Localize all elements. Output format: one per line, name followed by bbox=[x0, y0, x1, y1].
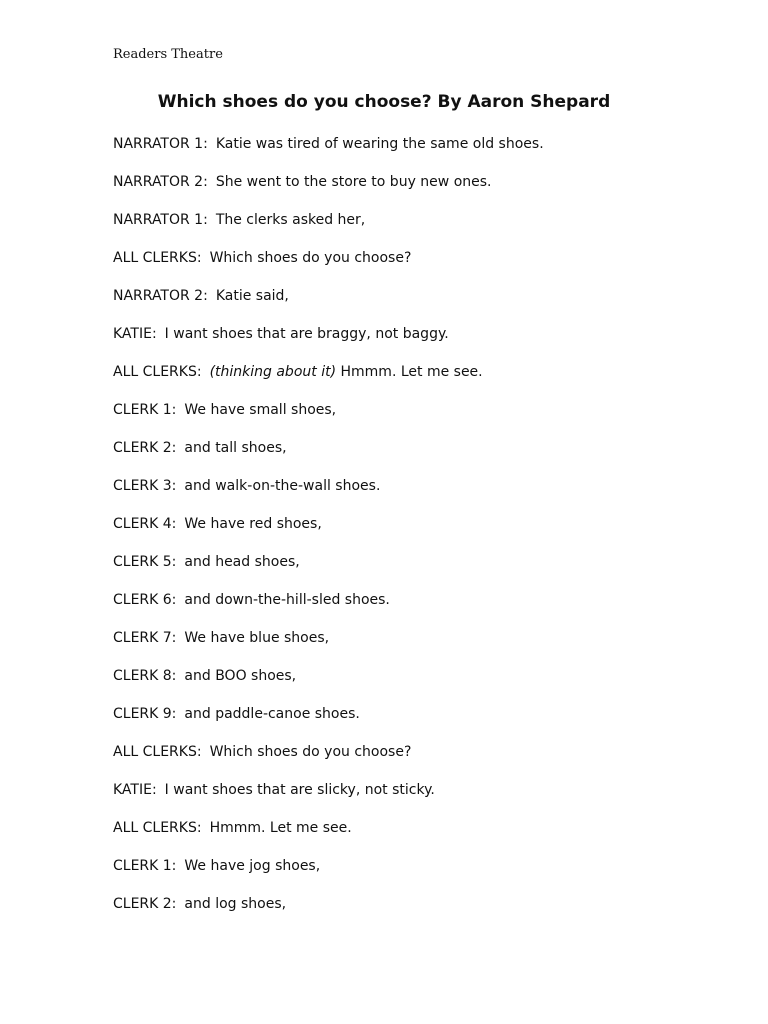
script-line bbox=[113, 742, 733, 780]
script-line bbox=[113, 894, 733, 932]
script-line bbox=[113, 476, 733, 514]
script-line bbox=[113, 210, 733, 248]
dialogue-text: We have small shoes, bbox=[184, 402, 337, 418]
script-line bbox=[113, 818, 733, 856]
script-line bbox=[113, 400, 733, 438]
speaker-label: NARRATOR 2: bbox=[113, 288, 208, 304]
script-line bbox=[113, 362, 733, 400]
dialogue-text: We have red shoes, bbox=[184, 516, 322, 532]
dialogue-text: and log shoes, bbox=[184, 896, 287, 912]
speaker-label: NARRATOR 1: bbox=[113, 136, 208, 152]
page-header: Readers Theatre bbox=[113, 47, 223, 62]
speaker-label: CLERK 1: bbox=[113, 858, 177, 874]
speaker-label: CLERK 8: bbox=[113, 668, 177, 684]
dialogue-text: I want shoes that are braggy, not baggy. bbox=[164, 326, 449, 342]
dialogue-text: Hmmm. Let me see. bbox=[209, 820, 352, 836]
script-line bbox=[113, 666, 733, 704]
speaker-label: CLERK 2: bbox=[113, 440, 177, 456]
dialogue-text: and walk-on-the-wall shoes. bbox=[184, 478, 381, 494]
script-line bbox=[113, 552, 733, 590]
script-line bbox=[113, 438, 733, 476]
dialogue-text: We have blue shoes, bbox=[184, 630, 330, 646]
dialogue-text: and head shoes, bbox=[184, 554, 300, 570]
script-line bbox=[113, 172, 733, 210]
script-line bbox=[113, 628, 733, 666]
dialogue-text: She went to the store to buy new ones. bbox=[215, 174, 492, 190]
speaker-label: CLERK 7: bbox=[113, 630, 177, 646]
speaker-label: CLERK 9: bbox=[113, 706, 177, 722]
script-line bbox=[113, 704, 733, 742]
dialogue-text: Hmmm. Let me see. bbox=[340, 364, 483, 380]
script-line bbox=[113, 514, 733, 552]
document-title: Which shoes do you choose? By Aaron Shepard bbox=[157, 92, 611, 112]
script-lines bbox=[113, 134, 733, 932]
dialogue-text: The clerks asked her, bbox=[215, 212, 366, 228]
dialogue-text: Which shoes do you choose? bbox=[209, 744, 412, 760]
speaker-label: CLERK 1: bbox=[113, 402, 177, 418]
speaker-label: CLERK 6: bbox=[113, 592, 177, 608]
script-line bbox=[113, 134, 733, 172]
speaker-label: NARRATOR 2: bbox=[113, 174, 208, 190]
script-line bbox=[113, 324, 733, 362]
speaker-label: ALL CLERKS: bbox=[113, 364, 202, 380]
script-line bbox=[113, 856, 733, 894]
stage-direction: (thinking about it) bbox=[209, 364, 337, 380]
speaker-label: NARRATOR 1: bbox=[113, 212, 208, 228]
speaker-label: ALL CLERKS: bbox=[113, 820, 202, 836]
speaker-label: ALL CLERKS: bbox=[113, 250, 202, 266]
script-line bbox=[113, 286, 733, 324]
speaker-label: CLERK 4: bbox=[113, 516, 177, 532]
dialogue-text: Katie was tired of wearing the same old shoes. bbox=[215, 136, 544, 152]
script-line bbox=[113, 248, 733, 286]
dialogue-text: and paddle-canoe shoes. bbox=[184, 706, 360, 722]
speaker-label: KATIE: bbox=[113, 782, 157, 798]
script-line bbox=[113, 590, 733, 628]
script-line bbox=[113, 780, 733, 818]
dialogue-text: Which shoes do you choose? bbox=[209, 250, 412, 266]
speaker-label: CLERK 3: bbox=[113, 478, 177, 494]
dialogue-text: We have jog shoes, bbox=[184, 858, 321, 874]
speaker-label: ALL CLERKS: bbox=[113, 744, 202, 760]
speaker-label: CLERK 5: bbox=[113, 554, 177, 570]
dialogue-text: and down-the-hill-sled shoes. bbox=[184, 592, 390, 608]
dialogue-text: and BOO shoes, bbox=[184, 668, 297, 684]
speaker-label: KATIE: bbox=[113, 326, 157, 342]
dialogue-text: Katie said, bbox=[215, 288, 289, 304]
speaker-label: CLERK 2: bbox=[113, 896, 177, 912]
dialogue-text: and tall shoes, bbox=[184, 440, 287, 456]
dialogue-text: I want shoes that are slicky, not sticky. bbox=[164, 782, 435, 798]
